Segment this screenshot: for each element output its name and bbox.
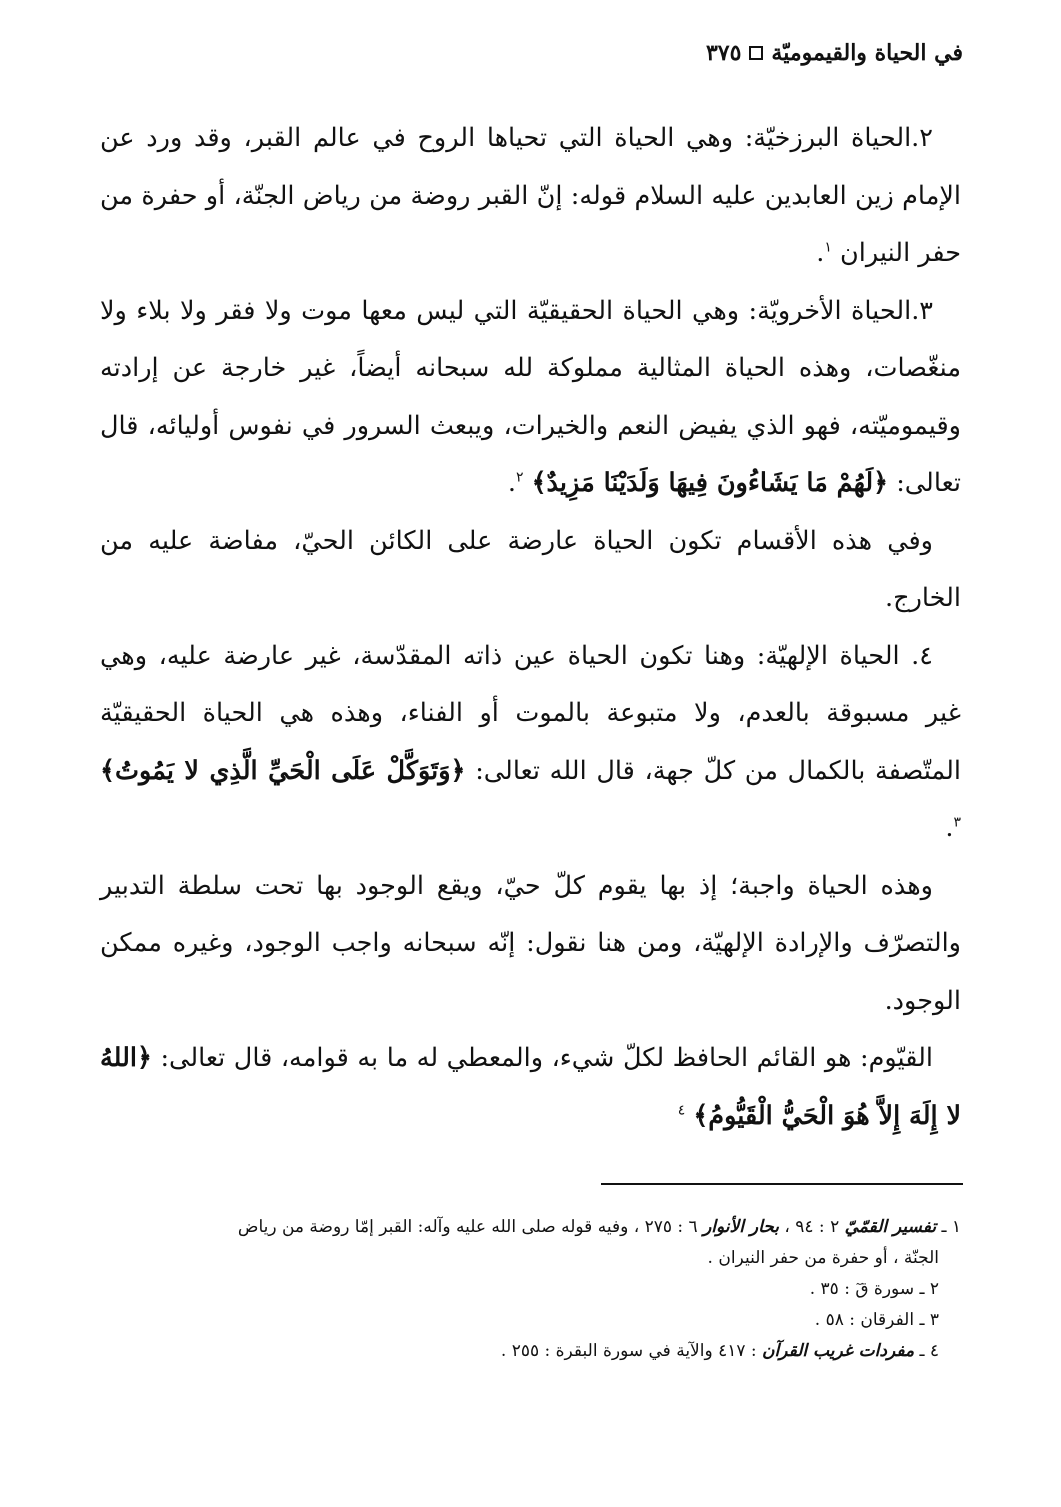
footnote-4: ٤ ـ مفردات غريب القرآن : ٤١٧ والآية في سورة البقرة : ٢٥٥ . [500, 1341, 939, 1361]
footnote-ref-3[interactable]: ٣ [953, 814, 961, 831]
footnotes [100, 1212, 961, 1367]
header-title: في الحياة والقيموميّة [771, 40, 963, 66]
paragraph-divine-life: ٤. الحياة الإلهيّة: وهنا تكون الحياة عين ذاته المقدّسة، غير عارضة عليه، وهي غير مسبوقة بالعدم، ولا متبوعة بالموت أو الفناء، وهذه هي الحياة الحقيقيّة المتّصفة بالكمال من كلّ جهة، قال الله تعالى: ﴿وَتَوَكَّلْ عَلَى الْحَيِّ الَّذِي لا يَمُوتُ﴾ $^٣$. [100, 640, 961, 843]
quran-verse: ﴿وَتَوَكَّلْ عَلَى الْحَيِّ الَّذِي لا يَمُوتُ﴾ [100, 755, 466, 786]
page-number: ٣٧٥ [705, 40, 742, 66]
paragraph-summary: وفي هذه الأقسام تكون الحياة عارضة على الكائن الحيّ، مفاضة عليه من الخارج. [100, 525, 961, 613]
paragraph-necessary-life: وهذه الحياة واجبة؛ إذ بها يقوم كلّ حيّ، ويقع الوجود بها تحت سلطة التدبير والتصرّف والإرادة الإلهيّة، ومن هنا نقول: إنّه سبحانه واجب الوجود، وغيره ممكن الوجود. [100, 870, 961, 1016]
footnote-ref-1[interactable]: ١ [824, 239, 832, 256]
quran-verse: ﴿لَهُمْ مَا يَشَاءُونَ فِيهَا وَلَدَيْنَا مَزِيدٌ﴾ [531, 468, 889, 498]
footnote-2: ٢ ـ سورة قٓ : ٣٥ . [809, 1279, 939, 1299]
square-ornament-icon [749, 46, 763, 60]
footnote-ref-2[interactable]: ٢ [515, 469, 524, 486]
footnote-3: ٣ ـ الفرقان : ٥٨ . [814, 1310, 939, 1330]
quran-verse: ﴿اللهُ لا إِلَهَ إِلاَّ هُوَ الْحَيُّ الْقَيُّومُ﴾ [100, 1043, 961, 1131]
footnote-1-continued: الجنّة ، أو حفرة من حفر النيران . [707, 1248, 939, 1268]
footnote-divider [601, 1183, 963, 1185]
paragraph-barzakh: ٢.الحياة البرزخيّة: وهي الحياة التي تحياها الروح في عالم القبر، وقد ورد عن الإمام زين العابدين عليه السلام قوله: إنّ القبر روضة من رياض الجنّة، أو حفرة من حفر النيران $^١$. [100, 123, 961, 268]
main-text [100, 110, 961, 1145]
paragraph-akhirah: ٣.الحياة الأخرويّة: وهي الحياة الحقيقيّة التي ليس معها موت ولا فقر ولا بلاء ولا منغّصات، وهذه الحياة المثالية مملوكة لله سبحانه أيضاً، غير خارجة عن إرادته وقيموميّته، فهو الذي يفيض النعم والخيرات، ويبعث السرور في نفوس أوليائه، قال تعالى: ﴿لَهُمْ مَا يَشَاءُونَ فِيهَا وَلَدَيْنَا مَزِيدٌ﴾ $^٢$. [100, 295, 961, 498]
running-header [706, 40, 963, 66]
footnote-1: ١ ـ تفسير القمّيّ ٢ : ٩٤ ، بحار الأنوار ٦ : ٢٧٥ ، وفيه قوله صلى الله عليه وآله: القبر إمّا روضة من رياض [237, 1217, 961, 1237]
paragraph-qayyum: القيّوم: هو القائم الحافظ لكلّ شيء، والمعطي له ما به قوامه، قال تعالى: ﴿اللهُ لا إِلَهَ إِلاَّ هُوَ الْحَيُّ الْقَيُّومُ﴾ $^٤$ [100, 1043, 961, 1131]
footnote-ref-4[interactable]: ٤ [677, 1102, 686, 1118]
